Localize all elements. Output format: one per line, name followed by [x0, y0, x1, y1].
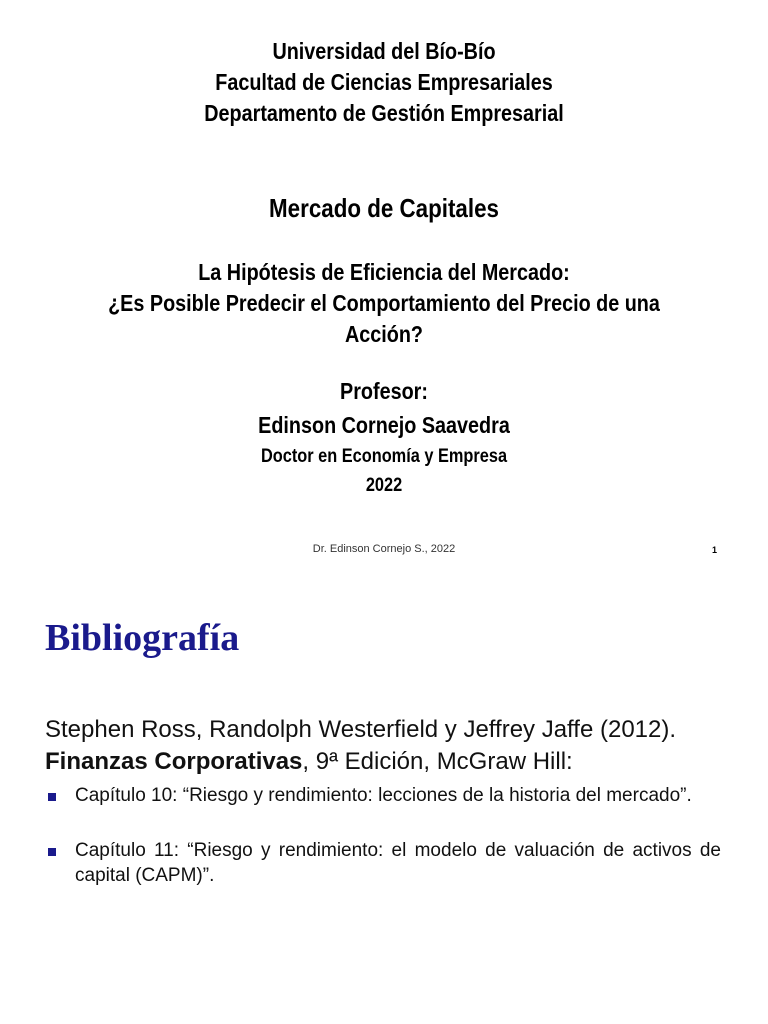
list-item: Capítulo 11: “Riesgo y rendimiento: el modelo de valuación de activos de capital (CAPM)”.	[75, 840, 721, 886]
bibliography-title: Bibliografía	[45, 617, 240, 659]
list-item: Capítulo 10: “Riesgo y rendimiento: lecciones de la historia del mercado”.	[75, 785, 692, 806]
page-number: 1	[712, 545, 718, 555]
university-name: Universidad del Bío-Bío	[272, 38, 496, 64]
subtitle-line-3: Acción?	[344, 321, 424, 347]
professor-name: Edinson Cornejo Saavedra	[258, 412, 510, 438]
professor-label: Profesor:	[340, 378, 428, 404]
bullet-square-icon	[48, 793, 56, 801]
professor-degree: Doctor en Economía y Empresa	[260, 446, 508, 467]
reference-book-line	[45, 748, 573, 776]
course-title: Mercado de Capitales	[269, 193, 499, 223]
reference-edition: , 9ª Edición, McGraw Hill:	[302, 748, 573, 775]
subtitle-line-2: ¿Es Posible Predecir el Comportamiento del Precio de una	[108, 290, 660, 316]
slide-year: 2022	[365, 475, 403, 496]
bullet-square-icon	[48, 848, 56, 856]
bibliography-slide	[0, 576, 768, 1024]
faculty-name: Facultad de Ciencias Empresariales	[215, 69, 553, 95]
reference-book-title: Finanzas Corporativas	[45, 748, 303, 775]
footer-author: Dr. Edinson Cornejo S., 2022	[312, 543, 456, 555]
reference-authors: Stephen Ross, Randolph Westerfield y Jeffrey Jaffe (2012).	[45, 716, 677, 743]
subtitle-line-1: La Hipótesis de Eficiencia del Mercado:	[198, 259, 570, 285]
department-name: Departamento de Gestión Empresarial	[204, 100, 564, 126]
